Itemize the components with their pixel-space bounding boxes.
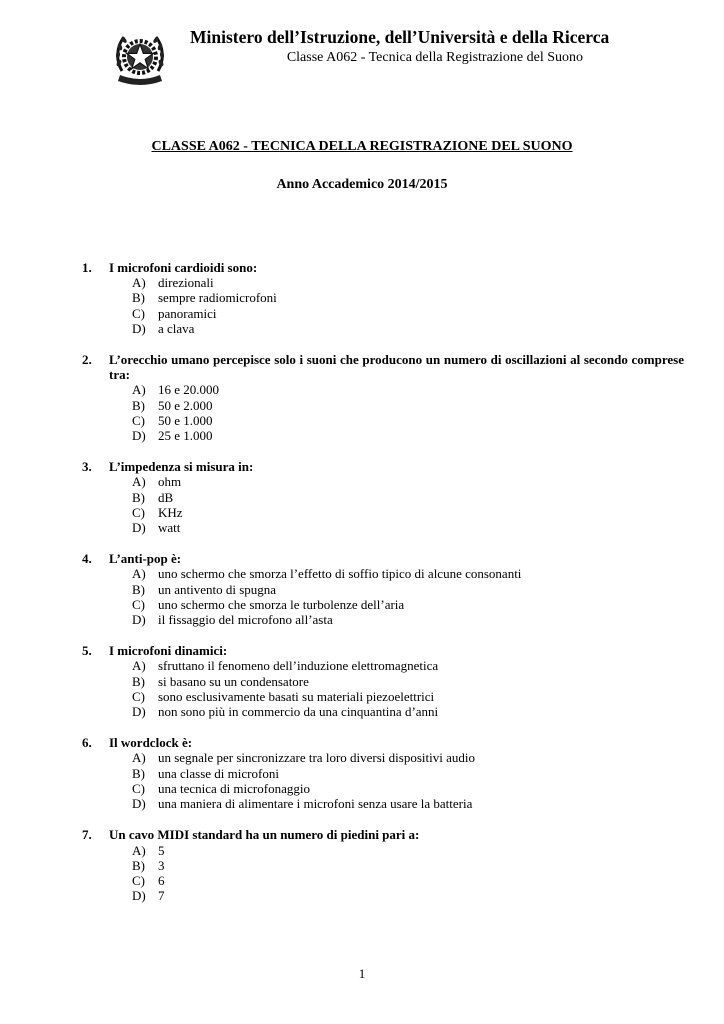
option-text: una tecnica di microfonaggio <box>158 780 310 796</box>
question-4 <box>82 551 684 627</box>
option-letter: B) <box>132 673 145 689</box>
option-letter: B) <box>132 581 145 597</box>
option-letter: B) <box>132 290 145 306</box>
option-letter: B) <box>132 397 145 413</box>
option-letter: A) <box>132 842 146 858</box>
option-a <box>132 382 684 397</box>
option-text: uno schermo che smorza l’effetto di soffio tipico di alcune consonanti <box>158 566 522 582</box>
question-6 <box>82 735 684 811</box>
option-text: ohm <box>158 474 182 490</box>
option-letter: D) <box>132 320 146 336</box>
option-text: KHz <box>158 504 183 520</box>
question-text: I microfoni dinamici: <box>109 643 228 659</box>
option-a <box>132 750 684 765</box>
option-a <box>132 658 684 673</box>
option-d <box>132 612 684 627</box>
question-number: 5. <box>82 643 92 659</box>
option-list <box>82 275 684 336</box>
option-letter: C) <box>132 596 145 612</box>
option-text: si basano su un condensatore <box>158 673 309 689</box>
option-d <box>132 520 684 535</box>
question-text: Un cavo MIDI standard ha un numero di piedini pari a: <box>109 827 420 843</box>
option-text: direzionali <box>158 275 214 291</box>
question-text: Il wordclock è: <box>109 735 193 751</box>
option-b <box>132 290 684 305</box>
option-list <box>82 566 684 627</box>
option-b <box>132 398 684 413</box>
option-letter: C) <box>132 688 145 704</box>
option-letter: B) <box>132 857 145 873</box>
question-text: I microfoni cardioidi sono: <box>109 260 258 275</box>
page-header <box>190 27 610 67</box>
question-text: L’impedenza si misura in: <box>109 459 254 475</box>
option-c <box>132 413 684 428</box>
option-list <box>82 474 684 535</box>
question-list <box>82 260 684 919</box>
option-letter: A) <box>132 275 146 291</box>
option-text: un segnale per sincronizzare tra loro diversi dispositivi audio <box>158 750 475 766</box>
option-text: a clava <box>158 320 195 336</box>
option-letter: C) <box>132 780 145 796</box>
option-text: dB <box>158 489 174 505</box>
option-letter: A) <box>132 474 146 490</box>
question-5 <box>82 643 684 719</box>
option-list <box>82 750 684 811</box>
option-a <box>132 843 684 858</box>
option-d <box>132 704 684 719</box>
option-list <box>82 843 684 904</box>
option-text: 25 e 1.000 <box>158 428 213 444</box>
question-2 <box>82 352 684 443</box>
option-b <box>132 674 684 689</box>
question-number: 3. <box>82 459 92 475</box>
option-letter: D) <box>132 704 146 720</box>
option-text: watt <box>158 520 181 536</box>
option-letter: C) <box>132 504 145 520</box>
option-text: una classe di microfoni <box>158 765 279 781</box>
option-letter: A) <box>132 658 146 674</box>
option-a <box>132 566 684 581</box>
option-letter: A) <box>132 566 146 582</box>
option-letter: A) <box>132 382 146 398</box>
option-letter: A) <box>132 750 146 766</box>
option-text: 3 <box>158 857 165 873</box>
option-letter: B) <box>132 489 145 505</box>
option-text: una maniera di alimentare i microfoni senza usare la batteria <box>158 796 473 812</box>
option-letter: D) <box>132 796 146 812</box>
option-c <box>132 689 684 704</box>
option-a <box>132 275 684 290</box>
option-d <box>132 321 684 336</box>
option-text: sfruttano il fenomeno dell’induzione elettromagnetica <box>158 658 439 674</box>
option-text: un antivento di spugna <box>158 581 277 597</box>
option-text: uno schermo che smorza le turbolenze dell’aria <box>158 596 405 612</box>
question-1 <box>82 260 684 336</box>
option-letter: C) <box>132 412 145 428</box>
option-c <box>132 505 684 520</box>
option-text: il fissaggio del microfono all’asta <box>158 612 333 628</box>
option-text: 16 e 20.000 <box>158 382 220 398</box>
option-text: 6 <box>158 872 165 888</box>
italian-republic-emblem-icon <box>112 27 168 87</box>
option-text: 5 <box>158 842 165 858</box>
document-title: CLASSE A062 - TECNICA DELLA REGISTRAZIONE DEL SUONO <box>151 139 573 154</box>
option-letter: D) <box>132 520 146 536</box>
page-number: 1 <box>358 966 366 981</box>
option-text: panoramici <box>158 305 217 321</box>
option-text: 50 e 2.000 <box>158 397 213 413</box>
option-b <box>132 766 684 781</box>
option-list <box>82 382 684 443</box>
header-subtitle: Classe A062 - Tecnica della Registrazione del Suono <box>286 50 583 65</box>
option-list <box>82 658 684 719</box>
question-number: 6. <box>82 735 92 751</box>
option-text: sono esclusivamente basati su materiali piezoelettrici <box>158 688 435 704</box>
option-text: 50 e 1.000 <box>158 412 213 428</box>
academic-year: Anno Accademico 2014/2015 <box>276 177 448 192</box>
question-number: 1. <box>82 260 92 275</box>
option-letter: D) <box>132 428 146 444</box>
question-text: L’anti-pop è: <box>109 551 182 567</box>
option-d <box>132 888 684 903</box>
option-letter: D) <box>132 888 146 904</box>
option-c <box>132 597 684 612</box>
option-letter: D) <box>132 612 146 628</box>
question-3 <box>82 459 684 535</box>
option-text: sempre radiomicrofoni <box>158 290 277 306</box>
option-text: non sono più in commercio da una cinquantina d’anni <box>158 704 439 720</box>
option-b <box>132 858 684 873</box>
option-a <box>132 474 684 489</box>
question-number: 7. <box>82 827 92 843</box>
option-text: 7 <box>158 888 165 904</box>
option-letter: B) <box>132 765 145 781</box>
question-number: 2. <box>82 352 92 368</box>
option-letter: C) <box>132 872 145 888</box>
option-c <box>132 873 684 888</box>
option-b <box>132 490 684 505</box>
option-b <box>132 582 684 597</box>
option-letter: C) <box>132 305 145 321</box>
question-text: L’orecchio umano percepisce solo i suoni che producono un numero di oscillazioni al secondo comprese tra: <box>109 352 684 383</box>
option-c <box>132 306 684 321</box>
question-number: 4. <box>82 551 92 567</box>
header-title: Ministero dell’Istruzione, dell’Università e della Ricerca <box>190 27 610 47</box>
option-d <box>132 428 684 443</box>
option-c <box>132 781 684 796</box>
question-7 <box>82 827 684 903</box>
option-d <box>132 796 684 811</box>
